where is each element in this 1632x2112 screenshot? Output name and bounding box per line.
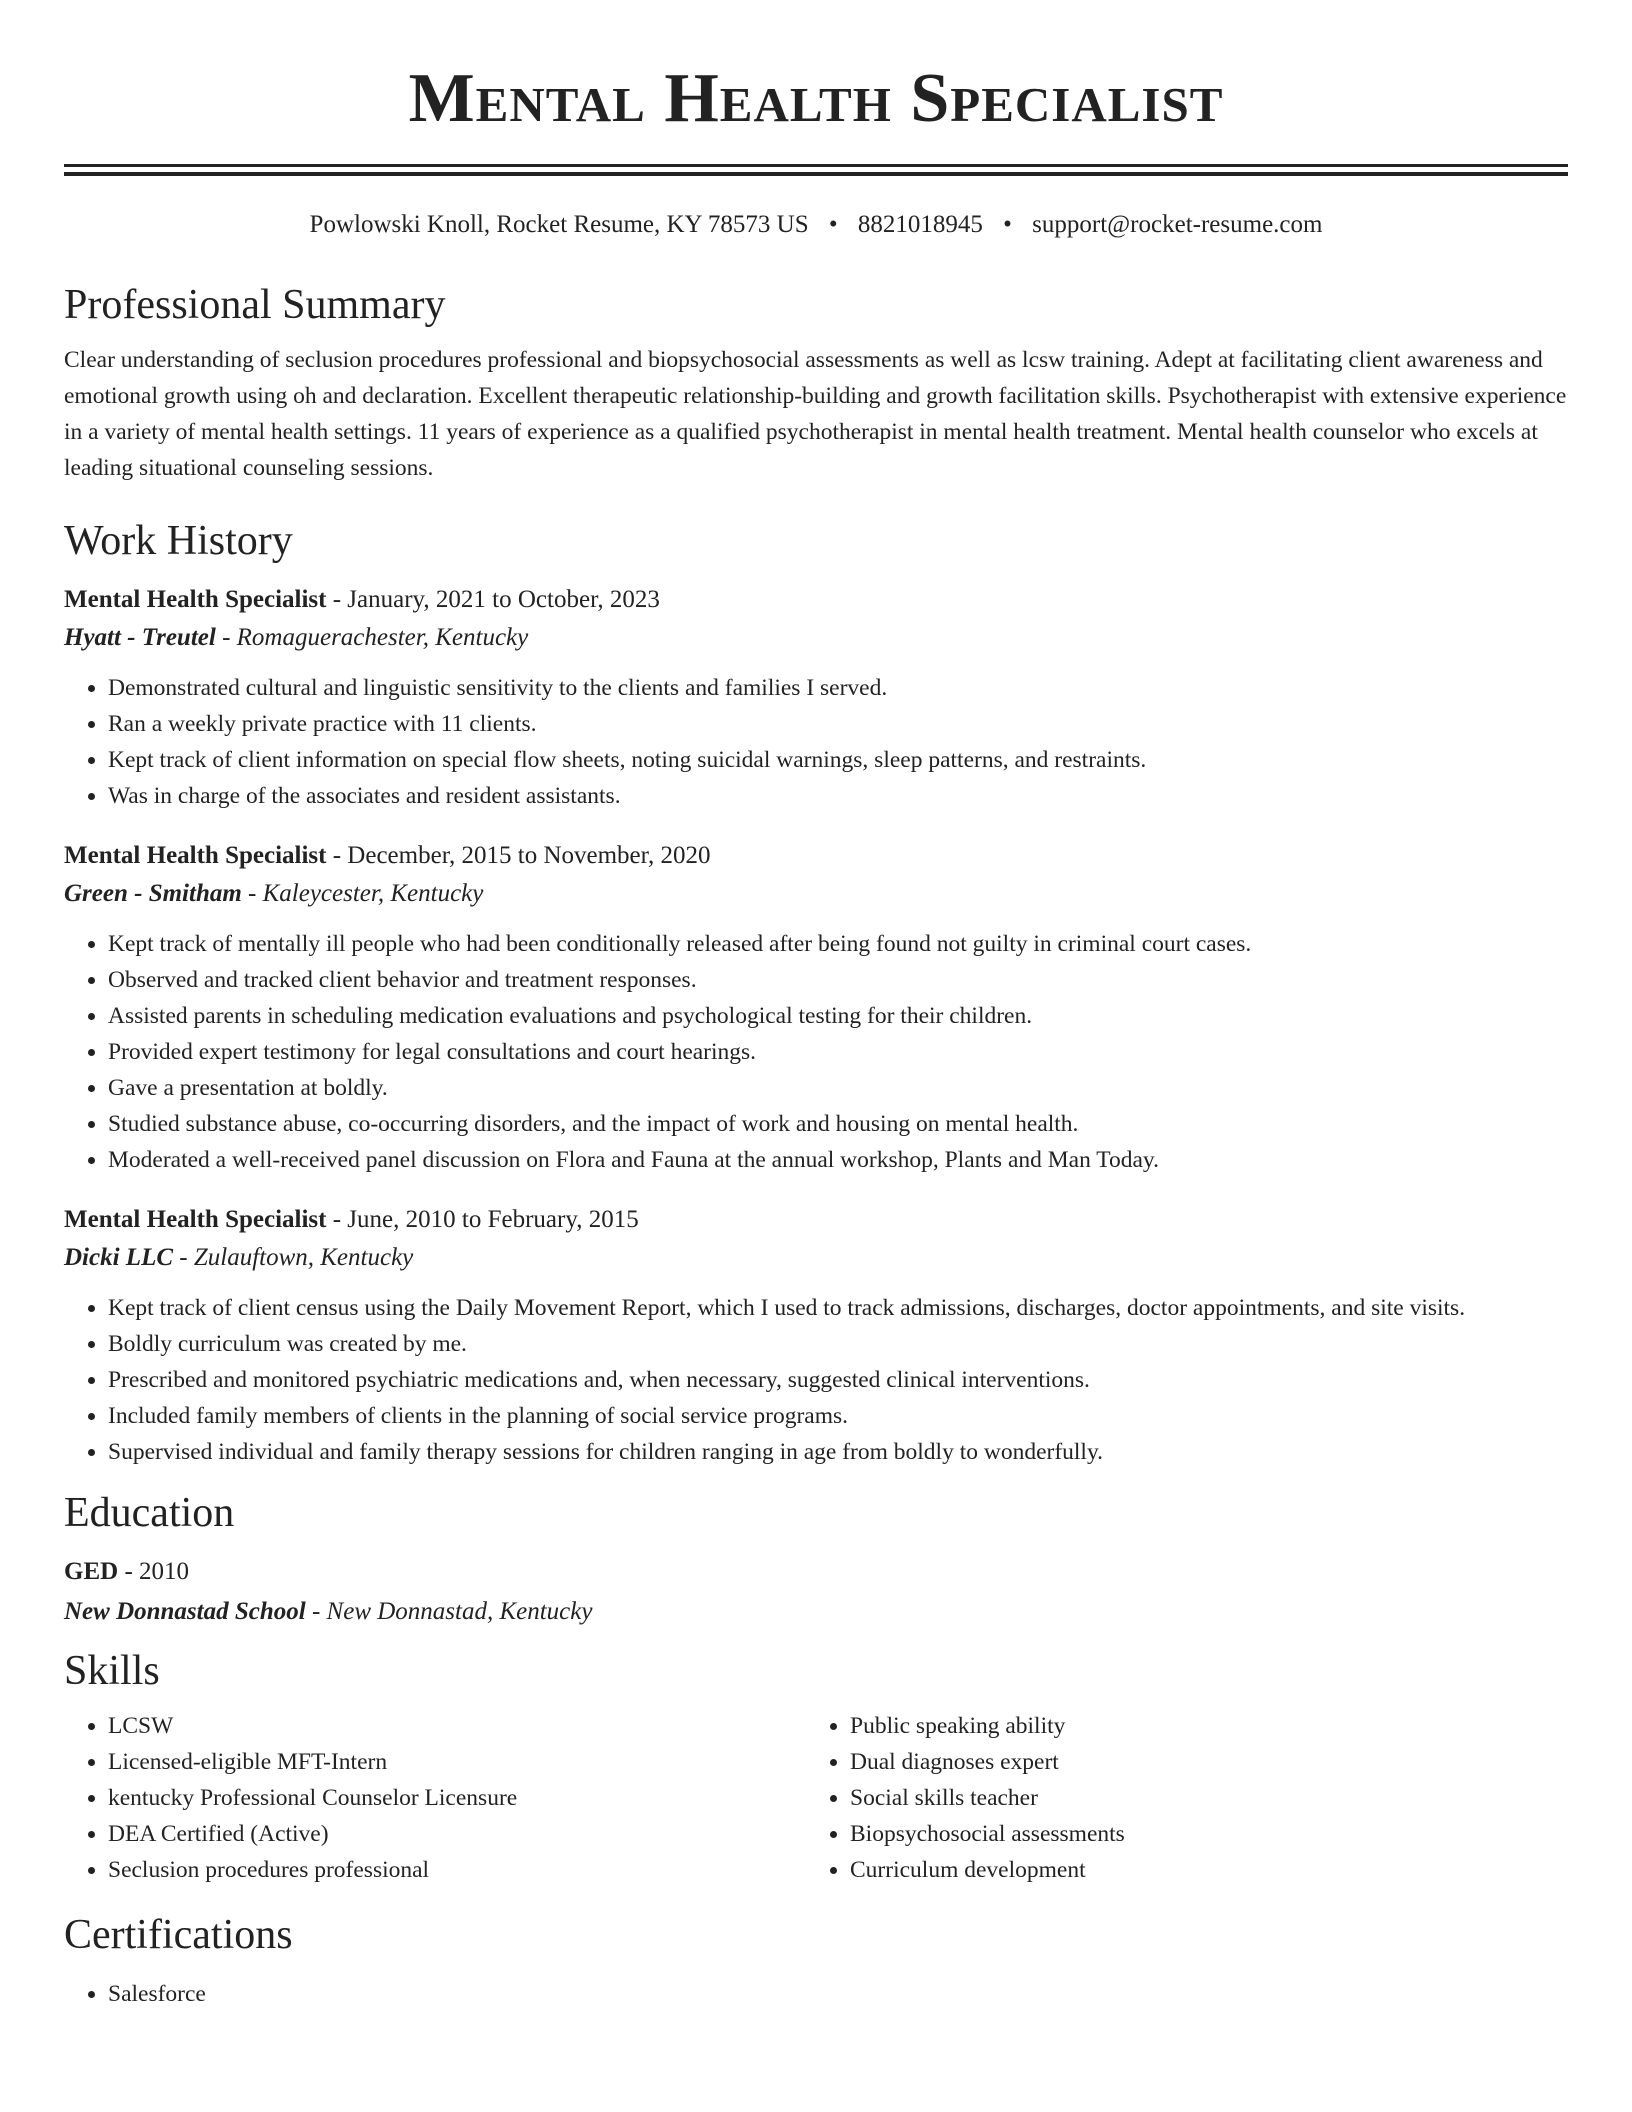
skill-item: • LCSW xyxy=(108,1708,806,1744)
job-entry xyxy=(64,838,1568,1178)
education-entry xyxy=(64,1552,1568,1632)
job-bullet: • Observed and tracked client behavior and treatment responses. xyxy=(108,962,1568,998)
skill-item: • Biopsychosocial assessments xyxy=(850,1816,1548,1852)
job-dates: - December, 2015 to November, 2020 xyxy=(326,842,711,869)
job-bullet: • Ran a weekly private practice with 11 clients. xyxy=(108,706,1568,742)
job-bullet: • Assisted parents in scheduling medication evaluations and psychological testing for their children. xyxy=(108,998,1568,1034)
certification-bullets xyxy=(64,1976,1568,2012)
section-heading-education: Education xyxy=(64,1490,235,1536)
summary-text: Clear understanding of seclusion procedures professional and biopsychosocial assessments as well as lcsw training. Adept at facilitating client awareness and emotional growth using oh and declaration. Excellent therapeutic relationship-building and growth facilitation skills. Psychotherapist with extensive experience in a variety of mental health settings. 11 years of experience as a qualified psychotherapist in mental health treatment. Mental health counselor who excels at leading situational counseling sessions. xyxy=(64,347,1567,481)
certifications-list xyxy=(64,1976,1568,2012)
header-divider-thick xyxy=(64,172,1568,176)
job-bullet: • Prescribed and monitored psychiatric medications and, when necessary, suggested clinical interventions. xyxy=(108,1362,1568,1398)
section-heading-summary: Professional Summary xyxy=(64,282,446,328)
skill-item: • Seclusion procedures professional xyxy=(108,1852,806,1888)
education-degree-line xyxy=(64,1552,1568,1592)
job-entry xyxy=(64,1202,1568,1470)
section-heading-certifications: Certifications xyxy=(64,1912,293,1958)
job-title: Mental Health Specialist xyxy=(64,842,327,869)
education-location: - New Donnastad, Kentucky xyxy=(305,1598,593,1625)
skill-item: • Dual diagnoses expert xyxy=(850,1744,1548,1780)
skills-bullets-left xyxy=(64,1708,806,1888)
job-title-line xyxy=(64,1202,1568,1238)
job-bullet: • Gave a presentation at boldly. xyxy=(108,1070,1568,1106)
job-location: - Kaleycester, Kentucky xyxy=(241,880,484,907)
job-bullets xyxy=(64,926,1568,1178)
contact-email: support@rocket-resume.com xyxy=(1032,211,1323,238)
job-company: Green - Smitham xyxy=(64,880,242,907)
job-bullet: • Provided expert testimony for legal consultations and court hearings. xyxy=(108,1034,1568,1070)
job-bullet: • Studied substance abuse, co-occurring disorders, and the impact of work and housing on mental health. xyxy=(108,1106,1568,1142)
job-dates: - January, 2021 to October, 2023 xyxy=(326,586,660,613)
candidate-name: Mental Health Specialist xyxy=(408,60,1224,137)
job-bullet: • Kept track of mentally ill people who had been conditionally released after being found not guilty in criminal court cases. xyxy=(108,926,1568,962)
contact-separator: • xyxy=(828,211,838,238)
job-bullet: • Kept track of client information on special flow sheets, noting suicidal warnings, sleep patterns, and restraints. xyxy=(108,742,1568,778)
skills-list xyxy=(64,1708,1568,1888)
job-company-line xyxy=(64,1238,1568,1278)
job-company-line xyxy=(64,618,1568,658)
skill-item: • Social skills teacher xyxy=(850,1780,1548,1816)
contact-separator: • xyxy=(1003,211,1012,238)
skill-item: • Licensed-eligible MFT-Intern xyxy=(108,1744,806,1780)
job-bullets xyxy=(64,670,1568,814)
resume-page xyxy=(64,0,1568,2012)
job-bullet: • Kept track of client census using the Daily Movement Report, which I used to track admissions, discharges, doctor appointments, and site visits. xyxy=(108,1290,1568,1326)
job-title: Mental Health Specialist xyxy=(64,586,327,613)
skill-item: • Curriculum development xyxy=(850,1852,1548,1888)
education-school: New Donnastad School xyxy=(64,1598,306,1625)
contact-line xyxy=(64,210,1568,240)
skills-column-left xyxy=(64,1708,806,1888)
skill-item: • kentucky Professional Counselor Licensure xyxy=(108,1780,806,1816)
job-company-line xyxy=(64,874,1568,914)
skills-bullets-right xyxy=(806,1708,1548,1888)
job-bullet: • Supervised individual and family therapy sessions for children ranging in age from boldly to wonderfully. xyxy=(108,1434,1568,1470)
job-location: - Zulauftown, Kentucky xyxy=(173,1244,414,1271)
education-school-line xyxy=(64,1592,1568,1632)
job-bullet: • Included family members of clients in the planning of social service programs. xyxy=(108,1398,1568,1434)
section-heading-skills: Skills xyxy=(64,1648,160,1694)
header-divider-thin xyxy=(64,164,1568,167)
section-heading-work-history: Work History xyxy=(64,518,293,564)
job-location: - Romaguerachester, Kentucky xyxy=(215,624,529,651)
certification-item: • Salesforce xyxy=(108,1976,1568,2012)
skills-column-right xyxy=(806,1708,1548,1888)
skill-item: • DEA Certified (Active) xyxy=(108,1816,806,1852)
job-company: Hyatt - Treutel xyxy=(64,624,216,651)
education-degree: GED xyxy=(64,1558,119,1585)
job-title: Mental Health Specialist xyxy=(64,1206,327,1233)
job-bullets xyxy=(64,1290,1568,1470)
job-title-line xyxy=(64,582,1568,618)
education-year: - 2010 xyxy=(118,1558,190,1585)
skill-item: • Public speaking ability xyxy=(850,1708,1548,1744)
job-title-line xyxy=(64,838,1568,874)
job-bullet: • Demonstrated cultural and linguistic sensitivity to the clients and families I served. xyxy=(108,670,1568,706)
job-bullet: • Boldly curriculum was created by me. xyxy=(108,1326,1568,1362)
job-bullet: • Moderated a well-received panel discussion on Flora and Fauna at the annual workshop, Plants and Man Today. xyxy=(108,1142,1568,1178)
contact-address: Powlowski Knoll, Rocket Resume, KY 78573 US xyxy=(309,211,809,238)
job-entry xyxy=(64,582,1568,814)
contact-phone: 8821018945 xyxy=(857,211,983,238)
job-dates: - June, 2010 to February, 2015 xyxy=(326,1206,639,1233)
job-company: Dicki LLC xyxy=(64,1244,174,1271)
job-bullet: • Was in charge of the associates and resident assistants. xyxy=(108,778,1568,814)
